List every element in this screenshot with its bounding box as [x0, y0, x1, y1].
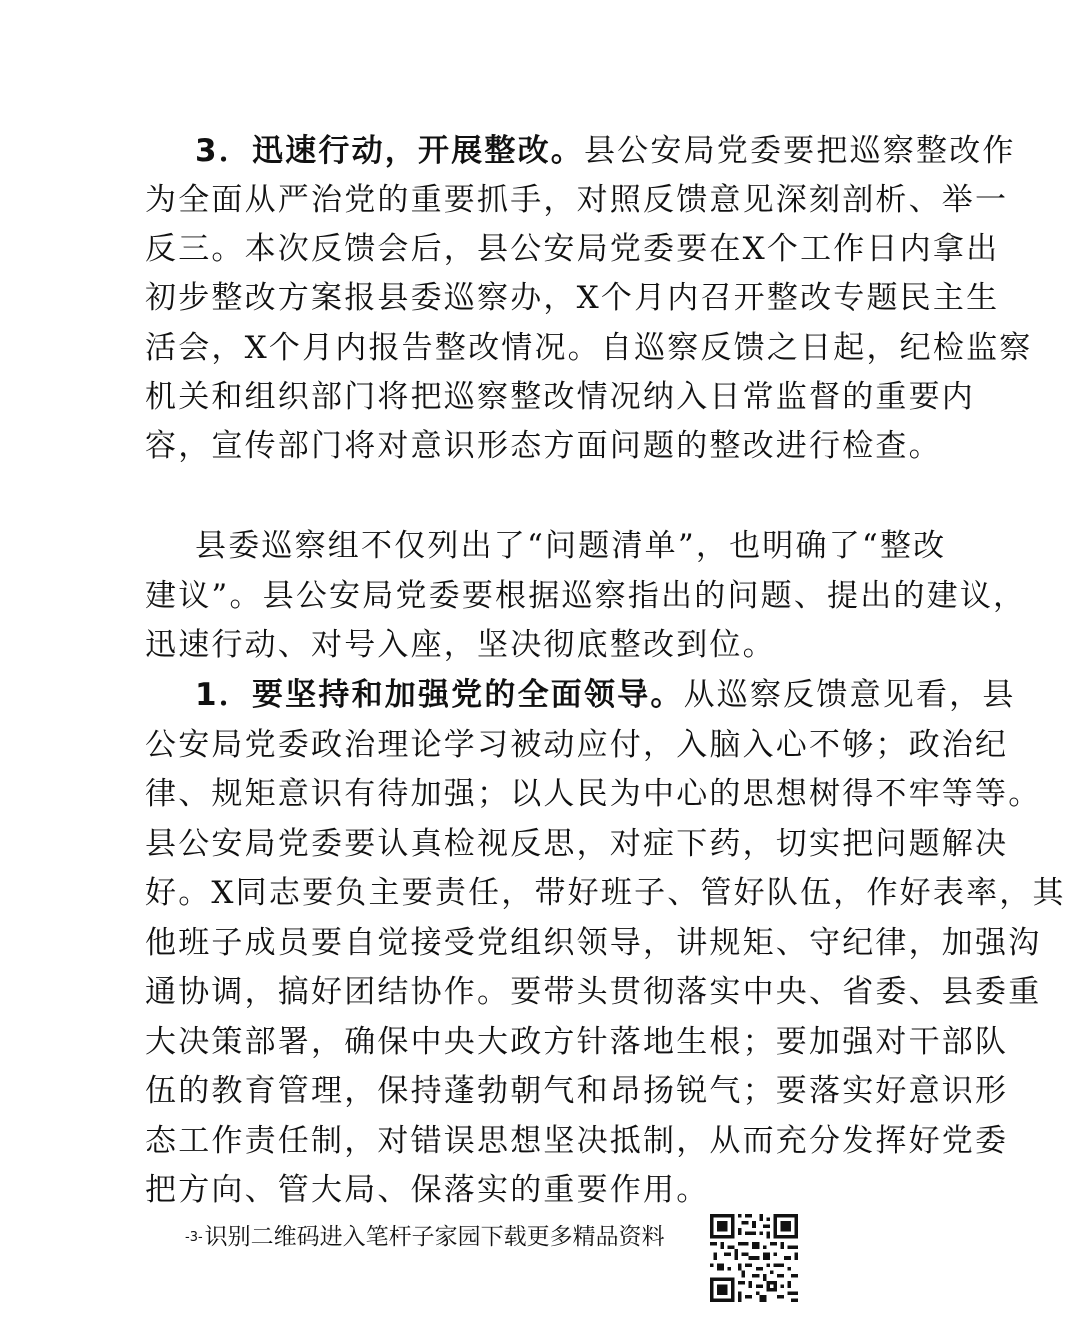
paragraph-line	[195, 671, 1016, 720]
paragraph-line: 县委巡察组不仅列出了“问题清单”，也明确了“整改	[195, 528, 947, 564]
paragraph-line: 反三。本次反馈会后，县公安局党委要在X个工作日内拿出	[145, 231, 1000, 267]
section-heading	[195, 472, 810, 521]
paragraph-line: 建议”。县公安局党委要根据巡察指出的问题、提出的建议，	[145, 578, 1027, 614]
paragraph-line: 他班子成员要自觉接受党组织领导，讲规矩、守纪律，加强沟	[145, 925, 1042, 961]
paragraph-line: 迅速行动、对号入座，坚决彻底整改到位。	[145, 627, 776, 663]
paragraph-line: 态工作责任制，对错误思想坚决抵制，从而充分发挥好党委	[145, 1123, 1009, 1159]
paragraph-text: 县公安局党委要把巡察整改作	[583, 133, 1016, 169]
paragraph-line: 律、规矩意识有待加强；以人民为中心的思想树得不牢等等。	[145, 776, 1042, 812]
page-number: -3-	[185, 1229, 203, 1245]
paragraph-line: 活会，X个月内报告整改情况。自巡察反馈之日起，纪检监察	[145, 330, 1033, 366]
paragraph-line: 为全面从严治党的重要抓手，对照反馈意见深刻剖析、举一	[145, 182, 1009, 218]
qr-code-icon[interactable]	[710, 1214, 798, 1302]
paragraph-line: 机关和组织部门将把巡察整改情况纳入日常监督的重要内	[145, 379, 975, 415]
paragraph-line: 把方向、管大局、保落实的重要作用。	[145, 1172, 710, 1208]
paragraph-line	[195, 127, 1016, 176]
paragraph-line: 县公安局党委要认真检视反思，对症下药，切实把问题解决	[145, 826, 1009, 862]
paragraph-line: 公安局党委政治理论学习被动应付，入脑入心不够；政治纪	[145, 727, 1009, 763]
paragraph-line: 通协调，搞好团结协作。要带头贯彻落实中央、省委、县委重	[145, 974, 1042, 1010]
paragraph-line: 好。X同志要负主要责任，带好班子、管好队伍，作好表率，其	[145, 875, 1066, 911]
paragraph-line: 伍的教育管理，保持蓬勃朝气和昂扬锐气；要落实好意识形	[145, 1073, 1009, 1109]
paragraph-text: 从巡察反馈意见看，县	[683, 677, 1016, 713]
paragraph-line: 初步整改方案报县委巡察办，X个月内召开整改专题民主生	[145, 280, 1000, 316]
footer-promo-text: 识别二维码进入笔杆子家园下载更多精品资料	[204, 1224, 665, 1250]
paragraph-lead-heading: 3．迅速行动，开展整改。	[195, 133, 584, 169]
paragraph-line: 容，宣传部门将对意识形态方面问题的整改进行检查。	[145, 428, 942, 464]
page-footer	[185, 1222, 665, 1253]
paragraph-line: 大决策部署，确保中央大政方针落地生根；要加强对干部队	[145, 1024, 1009, 1060]
paragraph-lead-heading: 1．要坚持和加强党的全面领导。	[195, 677, 684, 713]
